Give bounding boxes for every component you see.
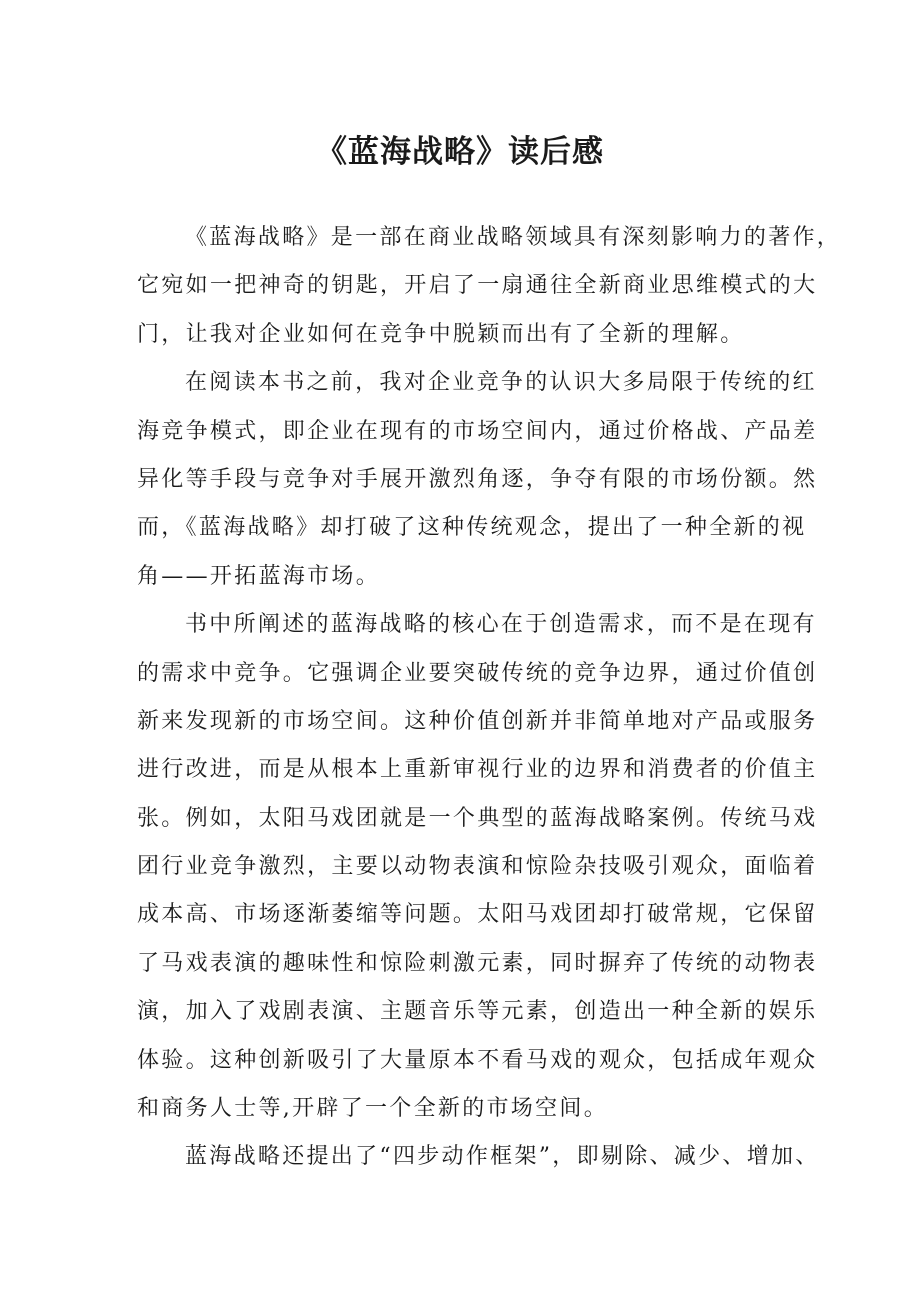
document-title: 《蓝海战略》读后感	[316, 134, 604, 170]
text-line: 它宛如一把神奇的钥匙，开启了一扇通往全新商业思维模式的大	[137, 273, 818, 299]
text-line: 角——开拓蓝海市场。	[137, 563, 381, 589]
text-line: 在阅读本书之前，我对企业竞争的认识大多局限于传统的红	[185, 370, 817, 396]
text-line: 新来发现新的市场空间。这种价值创新并非简单地对产品或服务	[137, 708, 818, 734]
document-body	[137, 214, 842, 1182]
text-line: 成本高、市场逐渐萎缩等问题。太阳马戏团却打破常规，它保留	[137, 902, 818, 928]
text-line: 门，让我对企业如何在竞争中脱颖而出有了全新的理解。	[137, 321, 745, 347]
text-line: 蓝海战略还提出了“四步动作框架”，即剔除、减少、增加、	[185, 1144, 820, 1170]
text-line: 了马戏表演的趣味性和惊险刺激元素，同时摒弃了传统的动物表	[137, 950, 818, 976]
text-line: 而，《蓝海战略》却打破了这种传统观念，提出了一种全新的视	[137, 515, 807, 541]
paragraph	[137, 1133, 820, 1181]
text-line: 体验。这种创新吸引了大量原本不看马戏的观众，包括成年观众	[137, 1047, 818, 1073]
paragraph	[137, 214, 842, 359]
text-line: 《蓝海战略》是一部在商业战略领域具有深刻影响力的著作，	[185, 225, 842, 250]
text-line: 的需求中竞争。它强调企业要突破传统的竞争边界，通过价值创	[137, 660, 818, 686]
text-line: 异化等手段与竞争对手展开激烈角逐，争夺有限的市场份额。然	[137, 466, 818, 492]
paragraph	[137, 359, 818, 601]
paragraph	[137, 601, 818, 1133]
text-line: 团行业竞争激烈，主要以动物表演和惊险杂技吸引观众，面临着	[137, 854, 818, 880]
text-line: 和商务人士等,开辟了一个全新的市场空间。	[137, 1096, 608, 1122]
text-line: 进行改进，而是从根本上重新审视行业的边界和消费者的价值主	[137, 757, 818, 783]
text-line: 海竞争模式，即企业在现有的市场空间内，通过价格战、产品差	[137, 418, 818, 444]
text-line: 书中所阐述的蓝海战略的核心在于创造需求，而不是在现有	[185, 612, 817, 638]
text-line: 张。例如，太阳马戏团就是一个典型的蓝海战略案例。传统马戏	[137, 805, 818, 831]
text-line: 演，加入了戏剧表演、主题音乐等元素，创造出一种全新的娱乐	[137, 999, 818, 1025]
